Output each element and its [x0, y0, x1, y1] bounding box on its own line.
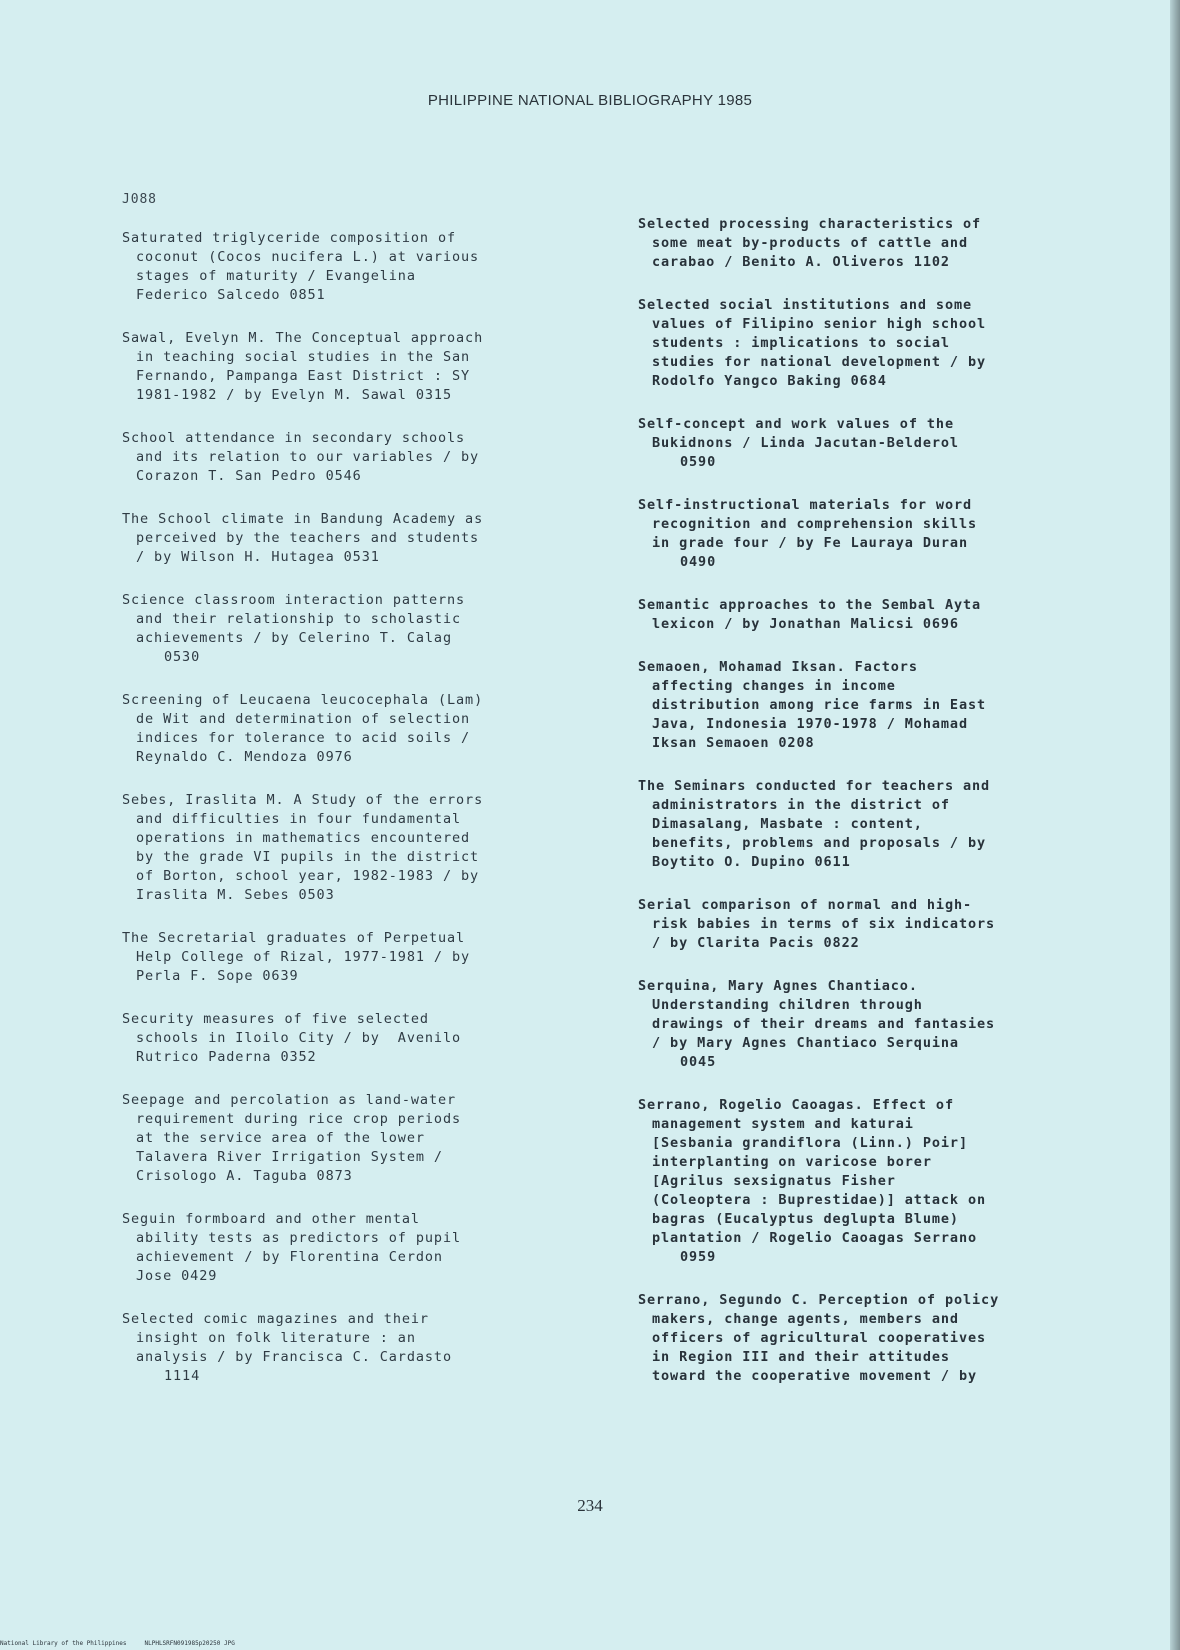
bibliography-entry — [638, 496, 1108, 572]
entry-line: Serial comparison of normal and high- — [638, 897, 973, 913]
bibliography-entry — [638, 296, 1108, 391]
bibliography-entry — [122, 929, 610, 986]
entry-line: some meat by-products of cattle and — [652, 235, 968, 251]
page-header: PHILIPPINE NATIONAL BIBLIOGRAPHY 1985 — [427, 92, 753, 109]
entry-line: perceived by the teachers and students — [136, 530, 480, 546]
entry-line: Seguin formboard and other mental — [122, 1211, 420, 1227]
entry-line: / by Wilson H. Hutagea 0531 — [136, 549, 380, 565]
entry-line: values of Filipino senior high school — [652, 316, 987, 332]
entry-line: 0590 — [680, 454, 717, 470]
entry-line: Rodolfo Yangco Baking 0684 — [652, 373, 887, 389]
bibliography-entry — [122, 1210, 610, 1286]
entry-line: Semaoen, Mohamad Iksan. Factors — [638, 659, 918, 675]
bibliography-entry — [122, 1091, 610, 1186]
bibliography-entry — [638, 658, 1108, 753]
entry-line: insight on folk literature : an — [136, 1330, 416, 1346]
entry-line: benefits, problems and proposals / by — [652, 835, 987, 851]
entry-line: Reynaldo C. Mendoza 0976 — [136, 749, 353, 765]
entry-line: Understanding children through — [652, 997, 923, 1013]
entry-line: in teaching social studies in the San — [136, 349, 471, 365]
entry-line: bagras (Eucalyptus deglupta Blume) — [652, 1211, 959, 1227]
entry-line: Talavera River Irrigation System / — [136, 1149, 443, 1165]
entry-line: de Wit and determination of selection — [136, 711, 471, 727]
entry-line: makers, change agents, members and — [652, 1311, 959, 1327]
entry-line: Java, Indonesia 1970-1978 / Mohamad — [652, 716, 968, 732]
entry-line: operations in mathematics encountered — [136, 830, 471, 846]
page-edge-shadow — [1170, 0, 1180, 1650]
bibliography-entry — [122, 1010, 610, 1067]
entry-line: Iksan Semaoen 0208 — [652, 735, 815, 751]
entry-line: Screening of Leucaena leucocephala (Lam) — [122, 692, 484, 708]
bibliography-entry — [122, 229, 610, 305]
bibliography-entry — [122, 591, 610, 667]
entry-line: studies for national development / by — [652, 354, 987, 370]
entry-line: 0959 — [680, 1249, 717, 1265]
entry-line: and their relationship to scholastic — [136, 611, 461, 627]
entry-line: 1981-1982 / by Evelyn M. Sawal 0315 — [136, 387, 452, 403]
entry-line: Serquina, Mary Agnes Chantiaco. — [638, 978, 918, 994]
bibliography-entry — [122, 329, 610, 405]
bibliography-entry — [638, 977, 1108, 1072]
entry-line: Boytito O. Dupino 0611 — [652, 854, 851, 870]
right-column — [638, 215, 1108, 1410]
entry-line: stages of maturity / Evangelina — [136, 268, 416, 284]
bibliography-entry — [638, 415, 1108, 472]
entry-line: Saturated triglyceride composition of — [122, 230, 457, 246]
column-code: J088 — [122, 192, 157, 207]
entry-line: in grade four / by Fe Lauraya Duran — [652, 535, 968, 551]
bibliography-entry — [638, 1096, 1108, 1267]
entry-line: and difficulties in four fundamental — [136, 811, 461, 827]
entry-line: of Borton, school year, 1982-1983 / by — [136, 868, 480, 884]
entry-line: Serrano, Rogelio Caoagas. Effect of — [638, 1097, 954, 1113]
entry-line: Selected social institutions and some — [638, 297, 973, 313]
entry-line: drawings of their dreams and fantasies — [652, 1016, 996, 1032]
entry-line: Jose 0429 — [136, 1268, 218, 1284]
entry-line: Dimasalang, Masbate : content, — [652, 816, 923, 832]
bibliography-entry — [122, 791, 610, 905]
entry-line: Serrano, Segundo C. Perception of policy — [638, 1292, 1000, 1308]
entry-line: Help College of Rizal, 1977-1981 / by — [136, 949, 471, 965]
right-entries — [638, 215, 1108, 1386]
scan-footer: National Library of the Philippines NLPHLSRFN091985p20250 JPG — [0, 1640, 235, 1647]
entry-line: requirement during rice crop periods — [136, 1111, 461, 1127]
entry-line: The School climate in Bandung Academy as — [122, 511, 484, 527]
entry-line: Sawal, Evelyn M. The Conceptual approach — [122, 330, 484, 346]
entry-line: [Agrilus sexsignatus Fisher — [652, 1173, 896, 1189]
entry-line: Iraslita M. Sebes 0503 — [136, 887, 335, 903]
entry-line: at the service area of the lower — [136, 1130, 425, 1146]
bibliography-entry — [638, 1291, 1108, 1386]
entry-line: [Sesbania grandiflora (Linn.) Poir] — [652, 1135, 968, 1151]
entry-line: Fernando, Pampanga East District : SY — [136, 368, 471, 384]
entry-line: analysis / by Francisca C. Cardasto — [136, 1349, 452, 1365]
entry-line: recognition and comprehension skills — [652, 516, 977, 532]
entry-line: achievement / by Florentina Cerdon — [136, 1249, 443, 1265]
entry-line: School attendance in secondary schools — [122, 430, 466, 446]
entry-line: Perla F. Sope 0639 — [136, 968, 299, 984]
entry-line: interplanting on varicose borer — [652, 1154, 932, 1170]
entry-line: administrators in the district of — [652, 797, 950, 813]
entry-line: students : implications to social — [652, 335, 950, 351]
bibliography-entry — [122, 691, 610, 767]
entry-line: toward the cooperative movement / by — [652, 1368, 977, 1384]
entry-line: Bukidnons / Linda Jacutan-Belderol — [652, 435, 959, 451]
bibliography-entry — [638, 777, 1108, 872]
entry-line: risk babies in terms of six indicators — [652, 916, 996, 932]
entry-line: in Region III and their attitudes — [652, 1349, 950, 1365]
entry-line: ability tests as predictors of pupil — [136, 1230, 461, 1246]
entry-line: management system and katurai — [652, 1116, 914, 1132]
entry-line: Selected processing characteristics of — [638, 216, 982, 232]
entry-line: Security measures of five selected — [122, 1011, 429, 1027]
entry-line: The Secretarial graduates of Perpetual — [122, 930, 466, 946]
entry-line: and its relation to our variables / by — [136, 449, 480, 465]
entry-line: affecting changes in income — [652, 678, 896, 694]
entry-line: (Coleoptera : Buprestidae)] attack on — [652, 1192, 987, 1208]
entry-line: lexicon / by Jonathan Malicsi 0696 — [652, 616, 959, 632]
entry-line: indices for tolerance to acid soils / — [136, 730, 471, 746]
entry-line: 0045 — [680, 1054, 717, 1070]
entry-line: plantation / Rogelio Caoagas Serrano — [652, 1230, 977, 1246]
entry-line: Selected comic magazines and their — [122, 1311, 429, 1327]
entry-line: coconut (Cocos nucifera L.) at various — [136, 249, 480, 265]
entry-line: schools in Iloilo City / by Avenilo — [136, 1030, 461, 1046]
entry-line: by the grade VI pupils in the district — [136, 849, 480, 865]
entry-line: 0530 — [164, 649, 201, 665]
entry-line: Science classroom interaction patterns — [122, 592, 466, 608]
bibliography-entry — [122, 510, 610, 567]
entry-line: 0490 — [680, 554, 717, 570]
entry-line: / by Clarita Pacis 0822 — [652, 935, 860, 951]
left-entries — [122, 229, 610, 1386]
entry-line: Self-concept and work values of the — [638, 416, 954, 432]
bibliography-entry — [122, 1310, 610, 1386]
bibliography-entry — [638, 215, 1108, 272]
bibliography-entry — [638, 596, 1108, 634]
entry-line: officers of agricultural cooperatives — [652, 1330, 987, 1346]
bibliography-entry — [122, 429, 610, 486]
entry-line: Semantic approaches to the Sembal Ayta — [638, 597, 982, 613]
entry-line: The Seminars conducted for teachers and — [638, 778, 991, 794]
entry-line: distribution among rice farms in East — [652, 697, 987, 713]
entry-line: carabao / Benito A. Oliveros 1102 — [652, 254, 950, 270]
entry-line: Rutrico Paderna 0352 — [136, 1049, 317, 1065]
entry-line: achievements / by Celerino T. Calag — [136, 630, 452, 646]
entry-line: / by Mary Agnes Chantiaco Serquina — [652, 1035, 959, 1051]
entry-line: Corazon T. San Pedro 0546 — [136, 468, 362, 484]
entry-line: Crisologo A. Taguba 0873 — [136, 1168, 353, 1184]
entry-line: Sebes, Iraslita M. A Study of the errors — [122, 792, 484, 808]
entry-line: Self-instructional materials for word — [638, 497, 973, 513]
left-column — [122, 190, 610, 1410]
entry-line: 1114 — [164, 1368, 201, 1384]
entry-line: Federico Salcedo 0851 — [136, 287, 326, 303]
entry-line: Seepage and percolation as land-water — [122, 1092, 457, 1108]
bibliography-entry — [638, 896, 1108, 953]
page-number: 234 — [577, 1496, 603, 1515]
